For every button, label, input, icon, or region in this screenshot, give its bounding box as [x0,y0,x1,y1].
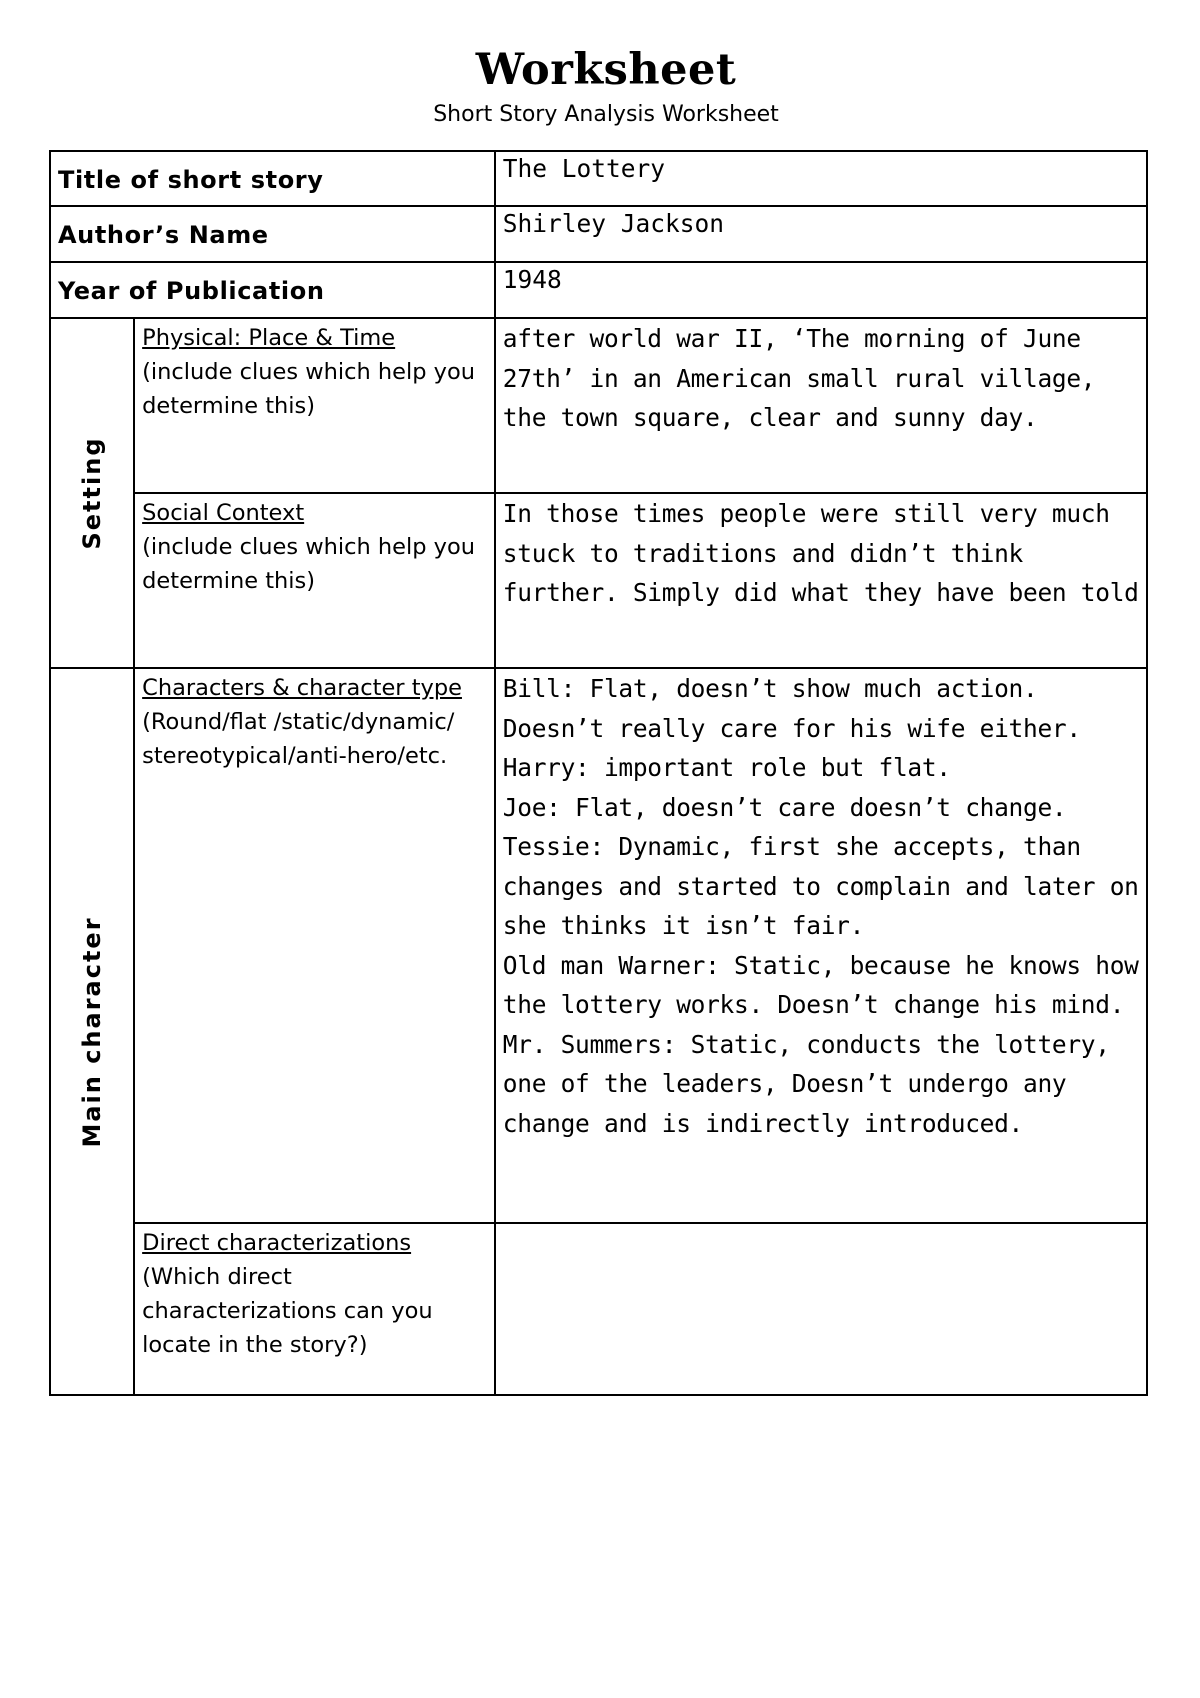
year-label: Year of Publication [58,277,325,305]
table-row [50,1223,1147,1395]
character-entry: Harry: important role but flat. [502,753,951,782]
year-label-cell [50,262,495,318]
social-section-label [135,494,494,598]
physical-value-cell[interactable] [495,318,1147,493]
author-label: Author’s Name [58,221,269,249]
direct-hint: (Which direct characterizations can you locate in the story?) [142,1264,433,1358]
physical-section-label [135,319,494,423]
characters-hint: (Round/flat /static/dynamic/ stereotypical/anti-hero/etc. [142,709,455,769]
physical-value: after world war II, ‘The morning of June 27th’ in an American small rural village, the town square, clear and sunny day. [502,324,1096,432]
characters-value [496,669,1146,1143]
main-character-side-cell [50,668,134,1395]
author-value: Shirley Jackson [502,209,725,238]
character-entry: Old man Warner: Static, because he knows how the lottery works. Doesn’t change his mind. [502,950,1139,1019]
physical-hint: (include clues which help you determine this) [142,359,476,419]
direct-heading: Direct characterizations [142,1230,412,1256]
year-value-cell[interactable] [495,262,1147,318]
social-value-cell[interactable] [495,493,1147,668]
table-row [50,318,1147,493]
author-value-cell[interactable] [495,206,1147,262]
physical-heading: Physical: Place & Time [142,325,396,351]
character-entry: Tessie: Dynamic, first she accepts, than changes and started to complain and later on she thinks it isn’t fair. [502,832,1139,940]
page-title: Worksheet [475,45,737,95]
table-row [50,668,1147,1223]
characters-label-cell [134,668,495,1223]
year-value: 1948 [502,265,562,294]
social-label-cell [134,493,495,668]
setting-side-label: Setting [78,436,107,550]
social-heading: Social Context [142,500,305,526]
character-entry: Joe: Flat, doesn’t care doesn’t change. [502,792,1067,822]
setting-side-cell [50,318,134,668]
direct-section-label [135,1224,494,1362]
table-row [50,262,1147,318]
characters-section-label [135,669,494,773]
table-row [50,151,1147,206]
character-entry: Bill: Flat, doesn’t show much action. Doesn’t really care for his wife either. [502,674,1081,743]
table-row [50,493,1147,668]
title-value: The Lottery [502,154,666,183]
main-character-side-label: Main character [78,915,107,1148]
title-value-cell[interactable] [495,151,1147,206]
physical-label-cell [134,318,495,493]
author-label-cell [50,206,495,262]
page-subtitle: Short Story Analysis Worksheet [433,102,779,127]
title-label: Title of short story [58,166,324,194]
characters-heading: Characters & character type [142,675,462,701]
direct-label-cell [134,1223,495,1395]
table-row [50,206,1147,262]
worksheet-table [49,150,1148,1396]
social-value: In those times people were still very much stuck to traditions and didn’t think further. Simply did what they have been told [502,499,1139,607]
title-label-cell [50,151,495,206]
social-hint: (include clues which help you determine this) [142,534,476,594]
characters-value-cell[interactable] [495,668,1147,1223]
direct-value-cell[interactable] [495,1223,1147,1395]
character-entry: Mr. Summers: Static, conducts the lottery, one of the leaders, Doesn’t undergo any change and is indirectly introduced. [502,1029,1110,1138]
